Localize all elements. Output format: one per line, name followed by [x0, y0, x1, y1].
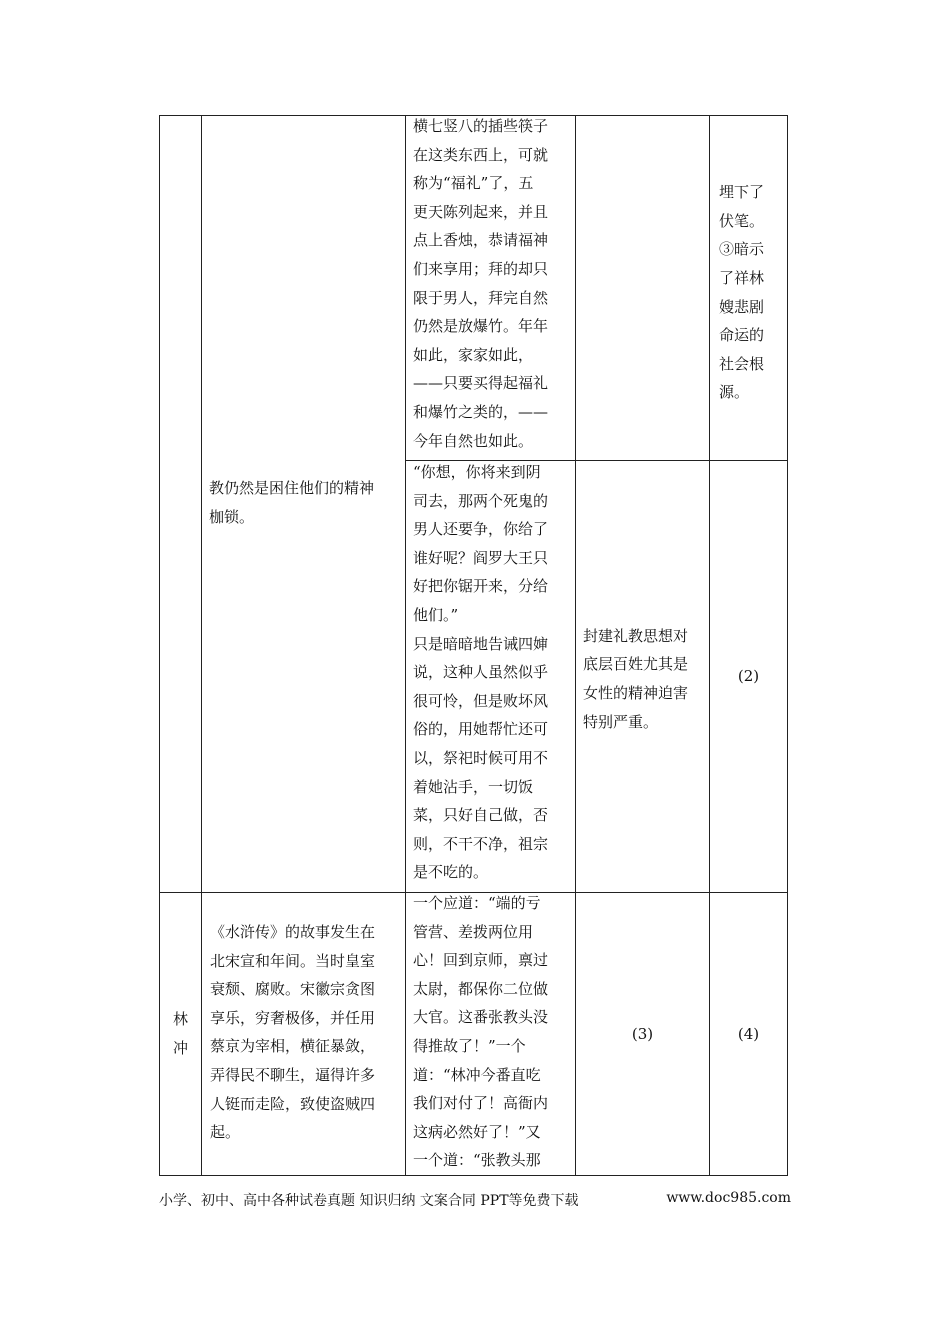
character-name: 林 冲 [172, 1010, 188, 1057]
table-cell-excerpt [406, 116, 576, 461]
table-cell-meaning [576, 116, 710, 461]
effect-text: (4) [737, 1024, 760, 1043]
table-cell-background [202, 893, 406, 1176]
table-row [160, 893, 788, 1176]
background-text: 教仍然是困住他们的精神 枷锁。 [209, 478, 375, 526]
background-text: 《水浒传》的故事发生在 北宋宣和年间。当时皇室 衰颓、腐败。宋徽宗贪图 享乐，穷奢极侈，并任用 蔡京为宰相，横征暴敛， 弄得民不聊生，逼得许多 人铤而走险，致使盗贼四 起。 [210, 923, 376, 1142]
footer-url[interactable]: www.doc985.com [666, 1190, 791, 1206]
effect-text: (2) [737, 667, 760, 686]
footer-ad-text: 小学、初中、高中各种试卷真题 知识归纳 文案合同 PPT等免费下载 [159, 1193, 579, 1209]
table-cell-background [202, 116, 406, 893]
content-table [159, 115, 788, 1176]
table-cell-character [160, 893, 202, 1176]
page-footer [159, 1190, 791, 1210]
table-cell-character [160, 116, 202, 893]
table-cell-effect [710, 461, 788, 893]
excerpt-text: 一个应道：“端的亏 管营、差拨两位用 心！回到京师，禀过 太尉，都保你二位做 大官。这番张教头没 得推故了！”一个 道：“林冲今番直吃 我们对付了！高衙内 这病必然好了！”又 一个道：“张教头那 [413, 894, 549, 1170]
table-cell-excerpt [406, 461, 576, 893]
excerpt-text: “你想，你将来到阴 司去，那两个死鬼的 男人还要争，你给了 谁好呢？阎罗大王只 好把你锯开来，分给 他们。” 只是暗暗地告诫四婶 说，这种人虽然似乎 很可怜，但是败坏风 俗的，用她帮忙还可 以，祭祀时候可用不 着她沾手，一切饭 菜，只好自己做，否 则，不干不净，祖宗 是不吃的。 [413, 463, 549, 882]
excerpt-text: 横七竖八的插些筷子 在这类东西上，可就 称为“福礼”了，五 更天陈列起来，并且 点上香烛，恭请福神 们来享用；拜的却只 限于男人，拜完自然 仍然是放爆竹。年年 如此，家家如此， ——只要买得起福礼 和爆竹之类的，—— 今年自然也如此。 [413, 117, 549, 450]
table-cell-effect [710, 116, 788, 461]
table-cell-meaning [576, 461, 710, 893]
effect-text: 埋下了 伏笔。 ③暗示 了祥林 嫂悲剧 命运的 社会根 源。 [719, 183, 765, 402]
meaning-text: 封建礼教思想对 底层百姓尤其是 女性的精神迫害 特别严重。 [583, 626, 689, 731]
table-cell-excerpt [406, 893, 576, 1176]
table-cell-meaning [576, 893, 710, 1176]
table-cell-effect [710, 893, 788, 1176]
table-row [160, 116, 788, 461]
meaning-text: (3) [631, 1024, 654, 1043]
